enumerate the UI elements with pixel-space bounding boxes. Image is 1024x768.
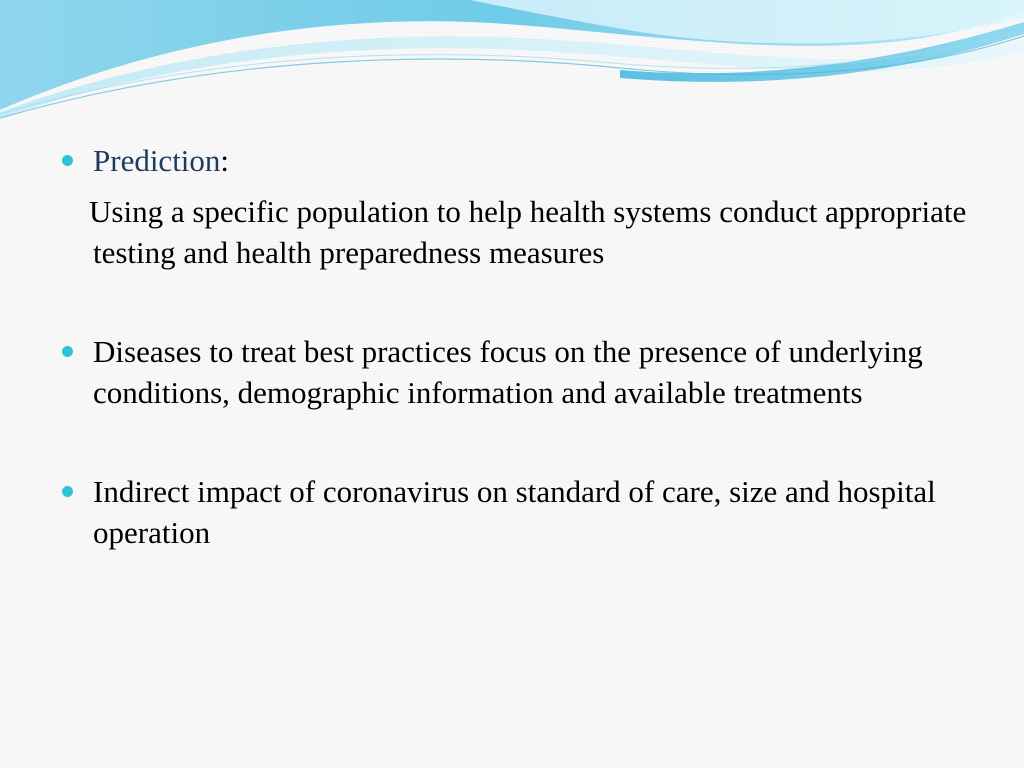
bullet-item-indirect-impact [60, 471, 980, 553]
bullet-text: Indirect impact of coronavirus on standard of care, size and hospital operation [93, 474, 936, 550]
bullet-heading-suffix: : [220, 143, 230, 178]
bullet-item-diseases [60, 331, 980, 413]
bullet-subtext: Using a specific population to help health systems conduct appropriate testing and health preparedness measures [89, 194, 967, 270]
bullet-dot-icon [62, 155, 73, 166]
bullet-dot-icon [62, 346, 73, 357]
bullet-item-prediction [60, 140, 980, 181]
bullet-text: Diseases to treat best practices focus on the presence of underlying conditions, demographic information and available treatments [93, 334, 923, 410]
slide-content [60, 140, 980, 553]
header-wave-decoration [0, 0, 1024, 130]
bullet-heading: Prediction [93, 143, 221, 178]
bullet-dot-icon [62, 486, 73, 497]
